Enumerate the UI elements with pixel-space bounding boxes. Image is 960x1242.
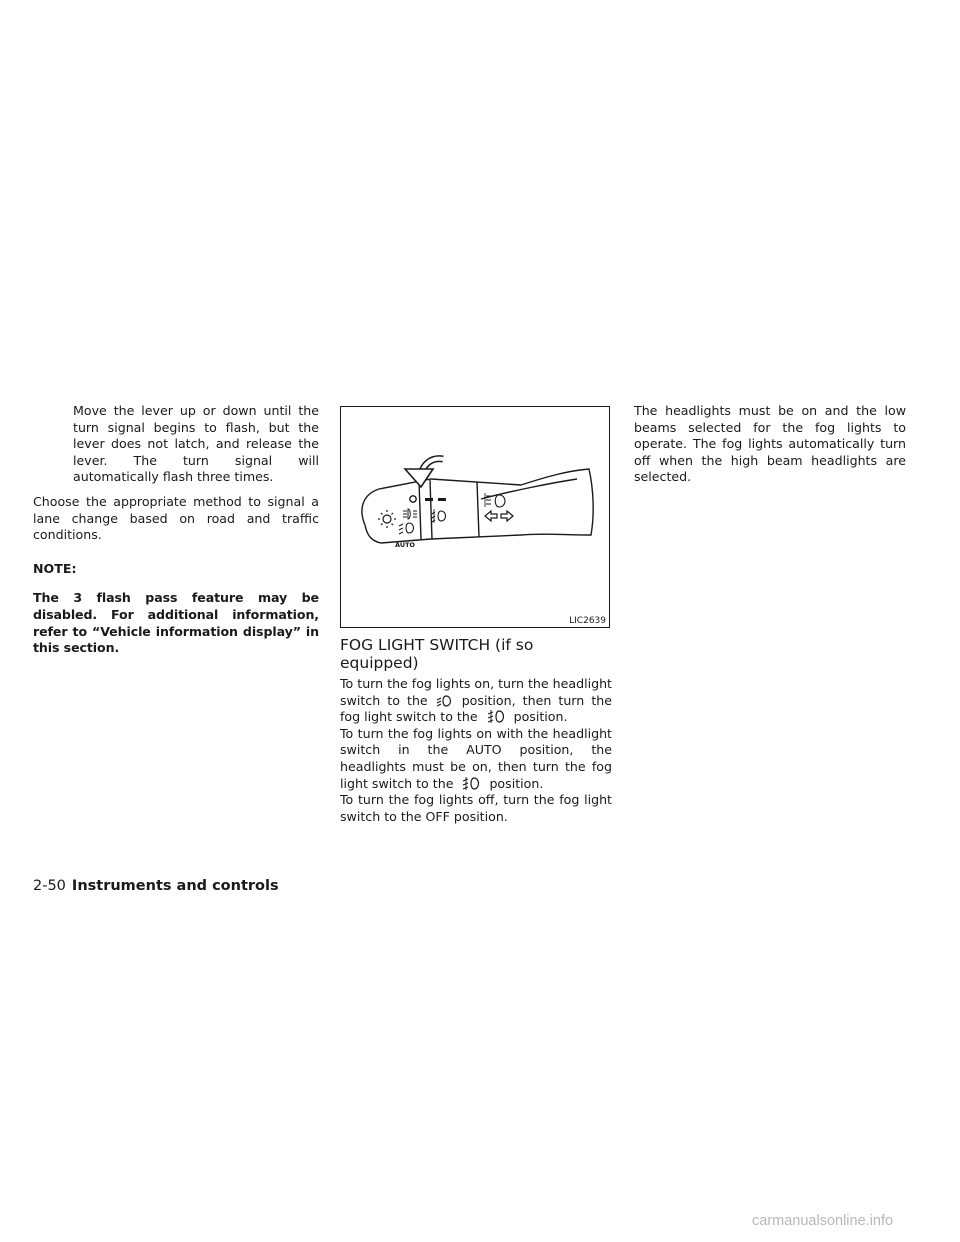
fog-auto-text-2: position. bbox=[489, 775, 544, 791]
fog-on-paragraph bbox=[340, 676, 612, 726]
figure-code: LIC2639 bbox=[569, 616, 606, 626]
auto-label: AUTO bbox=[395, 541, 416, 549]
ring-divider-2 bbox=[430, 480, 432, 539]
fog-off-paragraph: To turn the fog lights off, turn the fog light switch to the OFF position. bbox=[340, 792, 612, 824]
high-beam-paragraph: The headlights must be on and the low beams selected for the fog lights to operate. The fog lights automatically turn off when the high beam headlights are selected. bbox=[634, 403, 906, 485]
page-number: 2-50 bbox=[33, 878, 66, 894]
section-heading: FOG LIGHT SWITCH (if so equipped) bbox=[340, 636, 534, 672]
position-marker bbox=[425, 498, 433, 501]
watermark: carmanualsonline.info bbox=[752, 1213, 894, 1229]
position-marker bbox=[438, 498, 446, 501]
fog-light-inline-icon bbox=[484, 710, 508, 723]
fog-on-text-1: To turn the fog lights on, turn the headlight switch to the bbox=[340, 676, 612, 708]
fog-on-text-2: position, then turn the fog light switch to the bbox=[340, 692, 612, 725]
ring-divider-1 bbox=[419, 481, 421, 539]
fog-on-text-3: position. bbox=[513, 709, 568, 725]
parking-light-icon bbox=[403, 509, 417, 519]
ring-divider-3 bbox=[477, 482, 479, 537]
lever-illustration bbox=[340, 406, 610, 628]
turn-signal-arrows-icon bbox=[485, 511, 513, 521]
right-column bbox=[634, 403, 906, 486]
footer-section-title: Instruments and controls bbox=[71, 878, 279, 894]
fog-auto-paragraph bbox=[340, 726, 612, 792]
fog-auto-text-1: To turn the fog lights on with the headlight switch in the AUTO position, the headlights must be on, then turn the fog light switch to the bbox=[340, 725, 612, 791]
note-heading: NOTE: bbox=[33, 560, 77, 576]
step-text: Move the lever up or down until the turn signal begins to flash, but the lever does not latch, and release the lever. The turn signal will automatically flash three times. bbox=[73, 403, 319, 485]
lever-drawing bbox=[341, 407, 609, 627]
note-body: The 3 flash pass feature may be disabled. For additional information, refer to “Vehicle information display” in this section. bbox=[33, 590, 319, 656]
fog-light-inline-icon bbox=[459, 777, 483, 790]
sun-off-icon bbox=[378, 510, 396, 528]
fog-light-icon bbox=[432, 509, 446, 523]
page-footer bbox=[33, 877, 279, 895]
middle-column bbox=[340, 676, 612, 825]
off-position-icon bbox=[410, 496, 416, 502]
low-beam-inline-icon bbox=[434, 695, 456, 707]
low-beam-icon bbox=[399, 523, 414, 534]
lane-change-paragraph: Choose the appropriate method to signal a lane change based on road and traffic conditions. bbox=[33, 493, 319, 543]
left-column bbox=[33, 403, 319, 657]
